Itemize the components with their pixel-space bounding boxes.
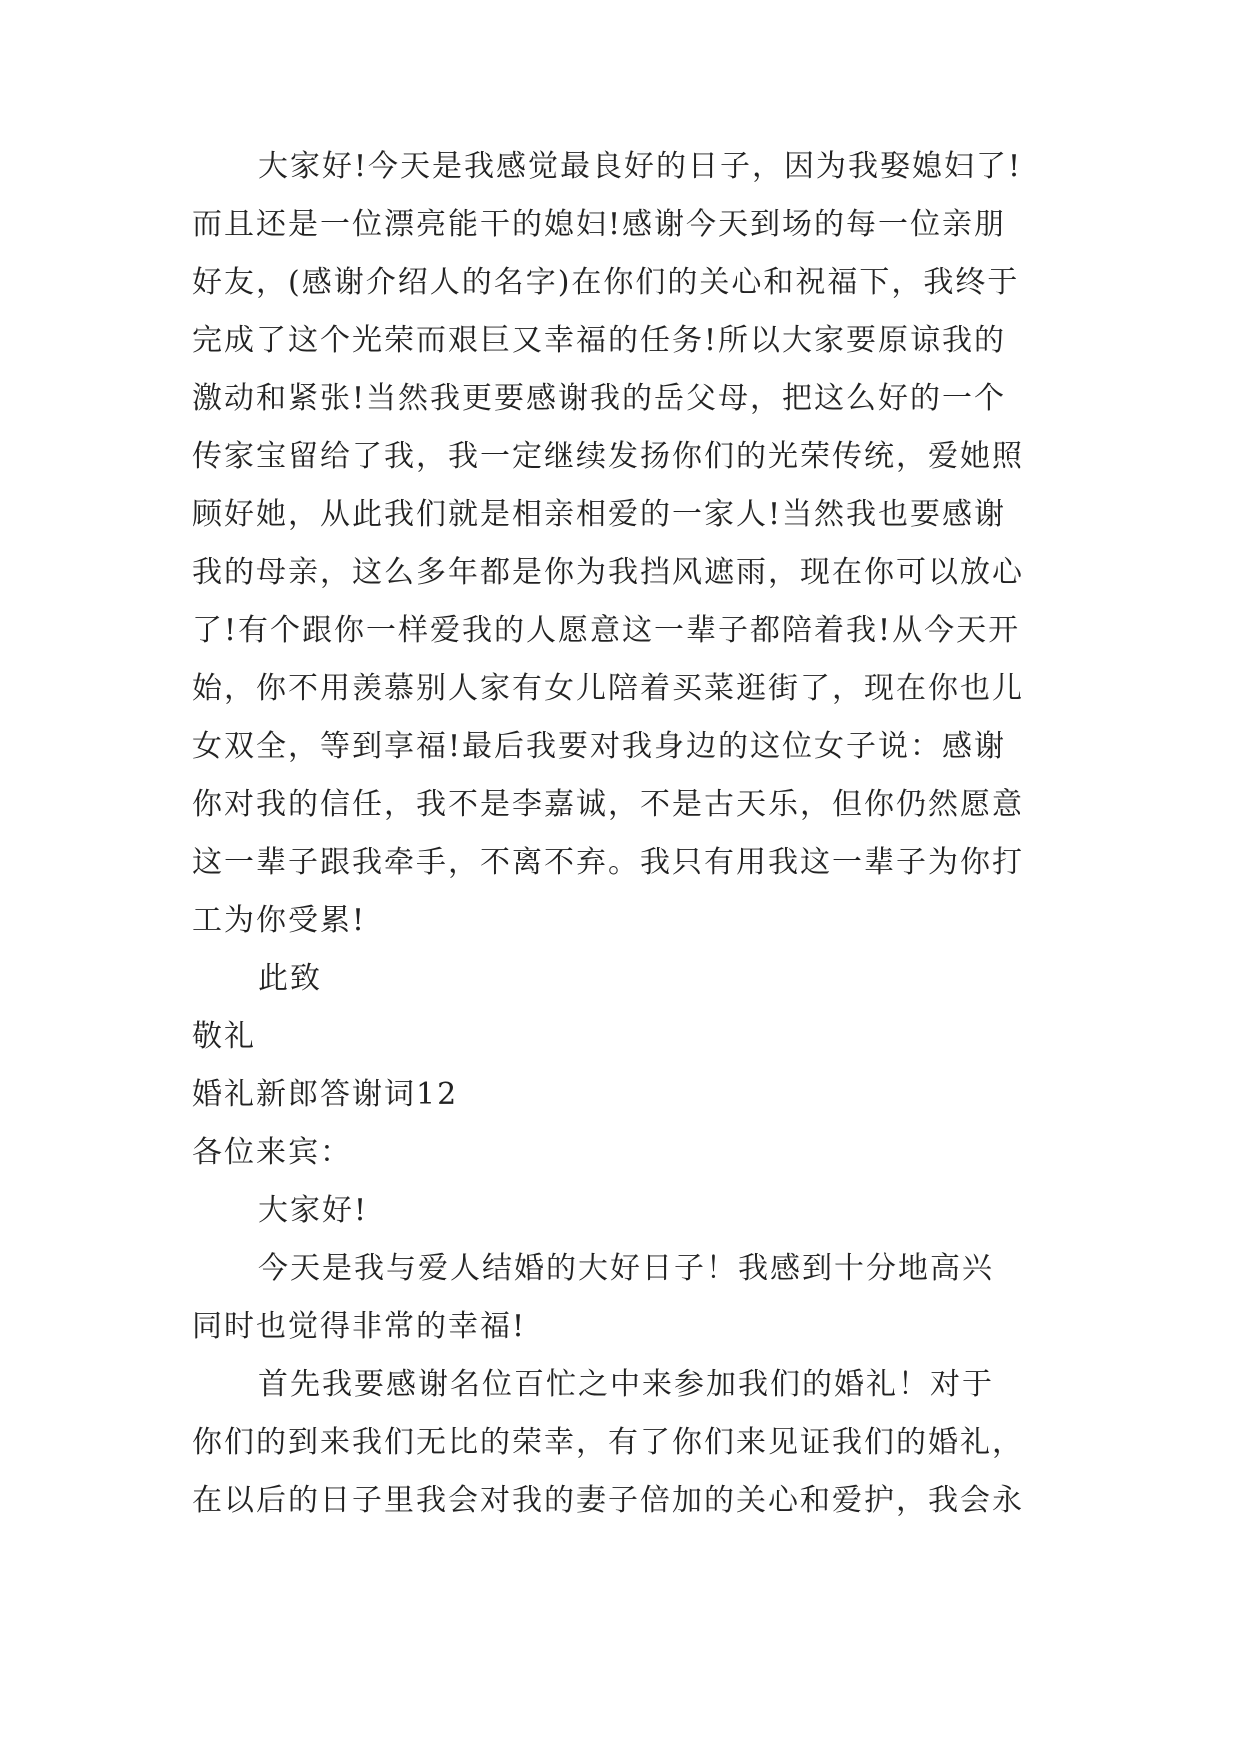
text-line: 今天是我与爱人结婚的大好日子！我感到十分地高兴 [258,1251,994,1286]
text-line: 女双全，等到享福!最后我要对我身边的这位女子说：感谢 [192,729,1007,764]
closing-salutation: 敬礼 [192,1019,256,1054]
text-line: 工为你受累! [192,903,367,938]
greeting-line: 各位来宾： [192,1135,352,1170]
text-line: 在以后的日子里我会对我的妻子倍加的关心和爱护，我会永 [192,1483,1024,1518]
text-line: 完成了这个光荣而艰巨又幸福的任务!所以大家要原谅我的 [192,323,1007,358]
text-line: 你对我的信任，我不是李嘉诚，不是古天乐，但你仍然愿意 [192,787,1024,822]
text-line: 好友，(感谢介绍人的名字)在你们的关心和祝福下，我终于 [192,265,1020,300]
text-line: 而且还是一位漂亮能干的媳妇!感谢今天到场的每一位亲朋 [192,207,1007,242]
text-line: 同时也觉得非常的幸福! [192,1309,527,1344]
text-line: 顾好她，从此我们就是相亲相爱的一家人!当然我也要感谢 [192,497,1007,532]
text-line: 我的母亲，这么多年都是你为我挡风遮雨，现在你可以放心 [192,555,1024,590]
text-line: 始，你不用羡慕别人家有女儿陪着买菜逛街了，现在你也儿 [192,671,1024,706]
text-line: 大家好! [258,1193,369,1228]
text-line: 传家宝留给了我，我一定继续发扬你们的光荣传统，爱她照 [192,439,1024,474]
section-title: 婚礼新郎答谢词12 [192,1077,459,1112]
text-line: 激动和紧张!当然我更要感谢我的岳父母，把这么好的一个 [192,381,1007,416]
text-line: 首先我要感谢名位百忙之中来参加我们的婚礼！对于 [258,1367,994,1402]
text-line: 了!有个跟你一样爱我的人愿意这一辈子都陪着我!从今天开 [192,613,1021,648]
text-line: 大家好!今天是我感觉最良好的日子，因为我娶媳妇了! [258,149,1023,184]
text-line: 这一辈子跟我牵手，不离不弃。我只有用我这一辈子为你打 [192,845,1024,880]
text-line: 你们的到来我们无比的荣幸，有了你们来见证我们的婚礼， [192,1425,1024,1460]
closing-text: 此致 [258,961,322,996]
